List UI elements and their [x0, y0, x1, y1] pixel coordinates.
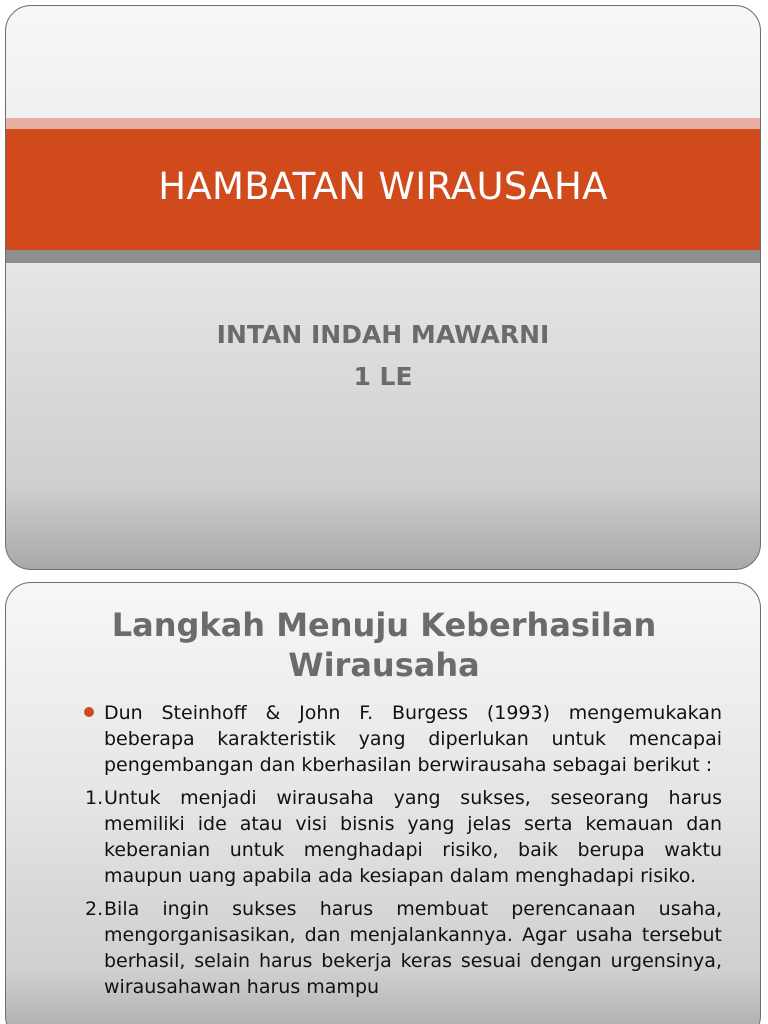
content-slide: [5, 582, 761, 1024]
top-accent-stripe: [6, 118, 760, 129]
slide-title: HAMBATAN WIRAUSAHA: [158, 165, 608, 208]
title-band: [6, 129, 760, 250]
paragraph-text: Untuk menjadi wirausaha yang sukses, seseorang harus memiliki ide atau visi bisnis yang jelas serta kemauan dan keberanian untuk menghadapi risiko, baik berupa waktu maupun uang apabila ada kesiapan dalam menghadapi risiko.: [104, 787, 722, 887]
paragraph-text: Dun Steinhoff & John F. Burgess (1993) mengemukakan beberapa karakteristik yang diperlukan untuk mencapai pengembangan dan kberhasilan berwirausaha sebagai berikut :: [104, 702, 722, 776]
content-slide-title: Langkah Menuju Keberhasilan Wirausaha: [111, 606, 657, 684]
title-slide: [5, 5, 761, 570]
bullet-dot-icon: [84, 707, 94, 717]
author-name: INTAN INDAH MAWARNI: [216, 320, 550, 349]
list-number: 2.: [85, 898, 104, 920]
numbered-paragraph-2: [86, 896, 722, 1000]
author-class: 1 LE: [353, 362, 413, 391]
subtitle-block: [6, 314, 760, 398]
paragraph-text: Bila ingin sukses harus membuat perencanaan usaha, mengorganisasikan, dan menjalankannya. Agar usaha tersebut berhasil, selain harus bekerja keras sesuai dengan urgensinya, wirausahawan harus mampu: [104, 898, 722, 998]
content-body: [86, 700, 722, 1007]
bullet-paragraph: [86, 700, 722, 778]
bottom-accent-stripe: [6, 250, 760, 263]
numbered-paragraph-1: [86, 785, 722, 889]
list-number: 1.: [85, 787, 104, 809]
